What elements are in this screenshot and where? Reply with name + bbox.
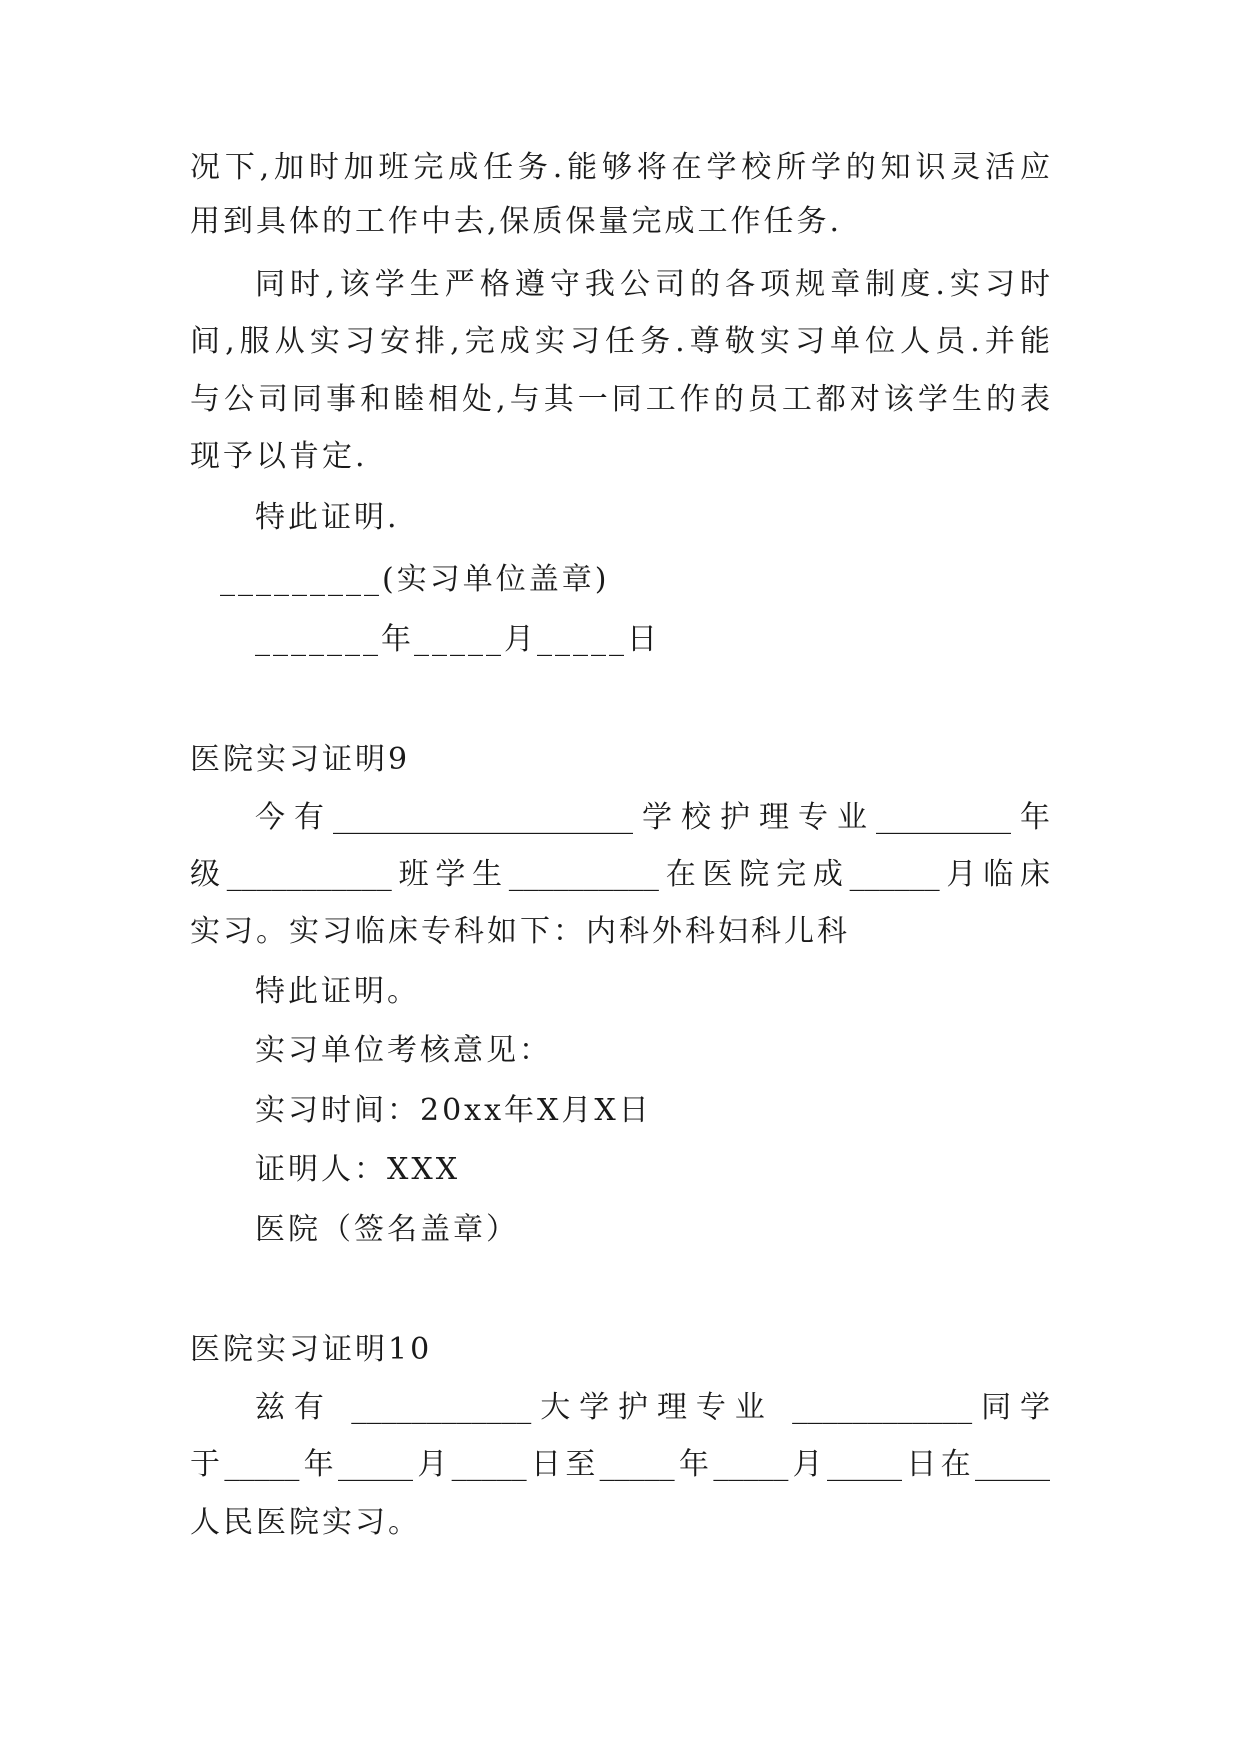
paragraph-line: 级___________班学生__________在医院完成______月临床 (190, 857, 1050, 892)
paragraph-line: 人民医院实习。 (190, 1505, 421, 1540)
seal-line: _________(实习单位盖章) (220, 562, 610, 597)
opinion-line: 实习单位考核意见： (255, 1033, 552, 1068)
paragraph-line: 与公司同事和睦相处,与其一同工作的员工都对该学生的表 (190, 382, 1050, 417)
paragraph-line: 今有____________________学校护理专业_________年 (255, 800, 1050, 835)
date-line: _______年_____月_____日 (255, 622, 660, 657)
paragraph-line: 于_____年_____月_____日至_____年_____月_____日在_____ (190, 1447, 1050, 1482)
certification-line: 特此证明。 (255, 974, 420, 1009)
certification-line: 特此证明. (255, 500, 400, 535)
internship-time-line: 实习时间：20xx年X月X日 (255, 1093, 652, 1128)
paragraph-line: 同时,该学生严格遵守我公司的各项规章制度.实习时 (255, 267, 1050, 302)
section-title: 医院实习证明9 (190, 742, 411, 777)
paragraph-line: 况下,加时加班完成任务.能够将在学校所学的知识灵活应 (190, 150, 1050, 185)
section-title: 医院实习证明10 (190, 1332, 433, 1367)
paragraph-line: 间,服从实习安排,完成实习任务.尊敬实习单位人员.并能 (190, 324, 1050, 359)
hospital-signature-line: 医院（签名盖章） (255, 1212, 519, 1247)
paragraph-line: 现予以肯定. (190, 439, 368, 474)
paragraph-line: 用到具体的工作中去,保质保量完成工作任务. (190, 204, 843, 239)
paragraph-line: 实习。实习临床专科如下：内科外科妇科儿科 (190, 914, 850, 949)
paragraph-line: 兹有 ____________大学护理专业 ____________同学 (255, 1390, 1050, 1425)
witness-line: 证明人：XXX (255, 1152, 461, 1187)
